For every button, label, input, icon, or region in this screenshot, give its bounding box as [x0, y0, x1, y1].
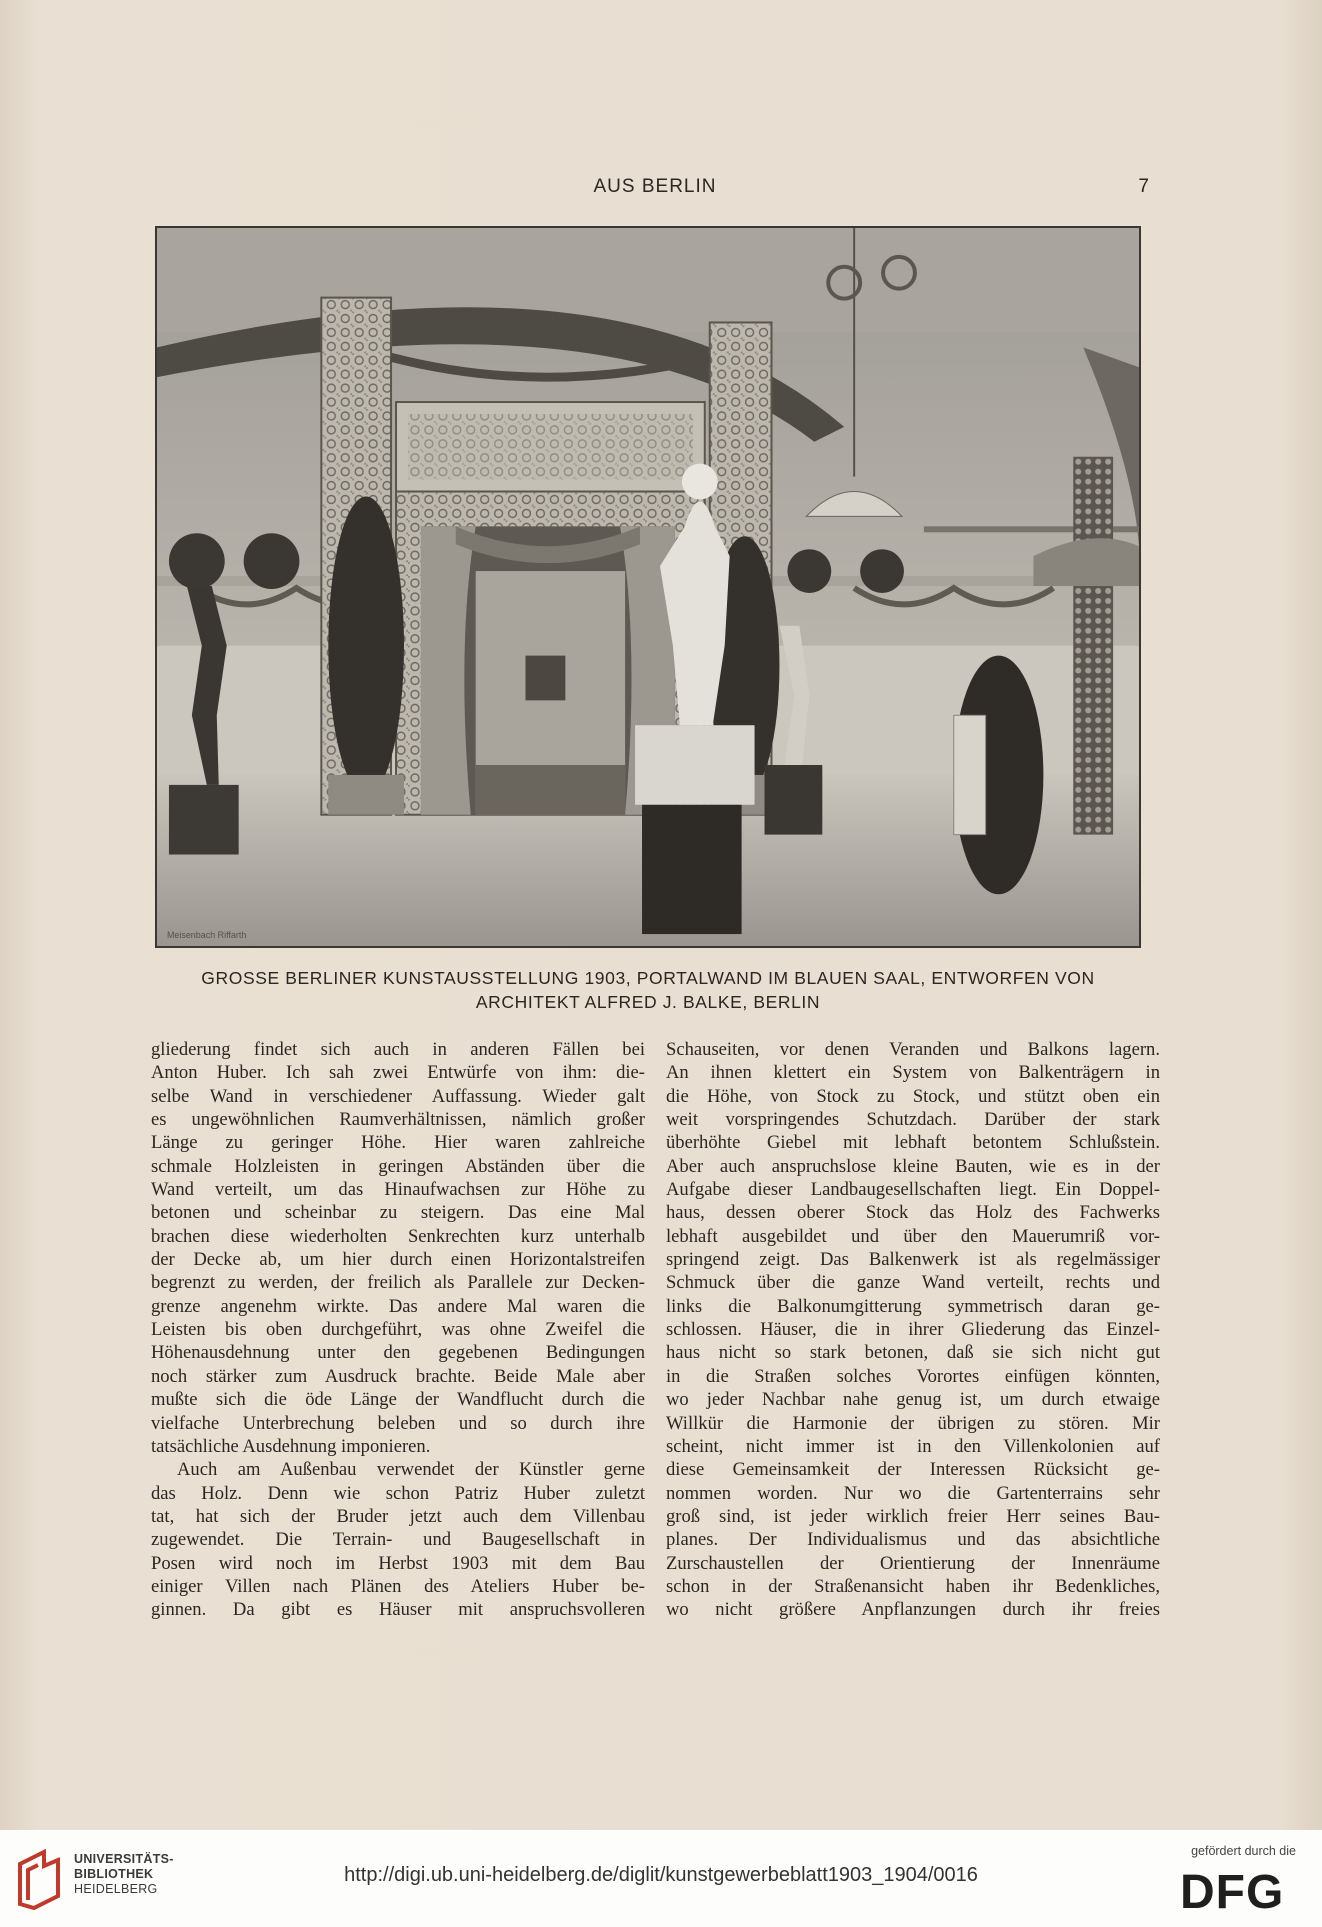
text-line: weit vorspringendes Schutzdach. Darüber der stark [666, 1109, 1160, 1131]
globe-planter-1 [169, 533, 225, 589]
text-line: es ungewöhnlichen Raumverhältnissen, nämlich großer [151, 1109, 645, 1131]
text-line: haus nicht so stark betonen, daß sie sich nicht gut [666, 1342, 1160, 1364]
text-line: brachen diese wiederholten Senkrechten kurz unterhalb [151, 1225, 645, 1247]
text-column-right [666, 1038, 1160, 1622]
text-line: Länge zu geringer Höhe. Hier waren zahlreiche [151, 1132, 645, 1154]
text-line: wo nicht größere Anpflanzungen durch ihr freies [666, 1599, 1160, 1621]
text-line: planes. Der Individualismus und das absichtliche [666, 1529, 1160, 1551]
text-line: in die Straßen solches Vorortes einfügen könnten, [666, 1365, 1160, 1387]
dfg-logo-icon[interactable] [1180, 1864, 1298, 1914]
text-line: Schmuck über die ganze Wand verteilt, rechts und [666, 1272, 1160, 1294]
text-line: ginnen. Da gibt es Häuser mit anspruchsvolleren [151, 1599, 645, 1621]
text-line: An ihnen klettert ein System von Balkenträgern in [666, 1062, 1160, 1084]
running-head: AUS BERLIN [593, 176, 717, 197]
text-line: Schauseiten, vor denen Veranden und Balkons lagern. [666, 1039, 1160, 1060]
text-line: einiger Villen nach Plänen des Ateliers Huber be- [151, 1575, 645, 1597]
topiary-left [328, 497, 404, 795]
text-line: Wand verteilt, um das Hinaufwachsen zur Höhe zu [151, 1179, 645, 1201]
globe-planter-3 [787, 549, 831, 593]
text-line: haus, dessen oberer Stock das Holz des Fachwerks [666, 1202, 1160, 1224]
text-line: vielfache Unterbrechung beleben und so durch ihre [151, 1412, 645, 1434]
permalink-url[interactable]: http://digi.ub.uni-heidelberg.de/diglit/kunstgewerbeblatt1903_1904/0016 [344, 1864, 978, 1886]
text-line: schlossen. Häuser, die in ihrer Gliederung das Einzel- [666, 1319, 1160, 1341]
text-column-left [151, 1038, 645, 1622]
text-line: das Holz. Denn wie schon Patriz Huber zuletzt [151, 1482, 645, 1504]
globe-planter-4 [860, 549, 904, 593]
text-line: Posen wird noch im Herbst 1903 mit dem Bau [151, 1552, 645, 1574]
text-line: Zurschaustellen der Orientierung der Innenräume [666, 1552, 1160, 1574]
ceiling-frieze [157, 228, 1139, 332]
text-line: Willkür die Harmonie der übrigen zu stören. Mir [666, 1412, 1160, 1434]
text-line: überhöhte Giebel mit lebhaft betontem Schlußstein. [666, 1132, 1160, 1154]
digitization-footer [0, 1830, 1322, 1927]
text-line: tat, hat sich der Bruder jetzt auch dem Villenbau [151, 1505, 645, 1527]
text-line: wo jeder Nachbar nahe genug ist, um durch etwaige [666, 1389, 1160, 1411]
text-line: begrenzt zu werden, der freilich als Parallele zur Decken- [151, 1272, 645, 1294]
stele [954, 715, 986, 834]
caption-line-1: GROSSE BERLINER KUNSTAUSSTELLUNG 1903, PORTALWAND IM BLAUEN SAAL, ENTWORFEN VON [201, 968, 1095, 988]
text-line: noch stärker zum Ausdruck brachte. Beide Male aber [151, 1365, 645, 1387]
text-line: mußte sich die öde Länge der Wandflucht durch die [151, 1389, 645, 1411]
text-line: Höhenausdehnung unter den gegebenen Bedingungen [151, 1342, 645, 1364]
framed-painting [525, 656, 565, 701]
text-line: schmale Holzleisten in geringen Abständen über die [151, 1155, 645, 1177]
text-line: lebhaft ausgebildet und über den Mauerumriß vor- [666, 1225, 1160, 1247]
library-name: UNIVERSITÄTS- BIBLIOTHEK HEIDELBERG [74, 1852, 174, 1896]
statue-plinth [642, 805, 742, 934]
text-line: tatsächliche Ausdehnung imponieren. [151, 1435, 431, 1457]
portal-wall-illustration [157, 228, 1139, 946]
page-header [160, 176, 1150, 200]
svg-text:DFG: DFG [1180, 1866, 1285, 1914]
text-line: Anton Huber. Ich sah zwei Entwürfe von ihm: die- [151, 1062, 645, 1084]
photo-credit: Meisenbach Riffarth [166, 930, 247, 941]
text-line: Leisten bis oben durchgeführt, was ohne Zweifel die [151, 1319, 645, 1341]
text-line: scheint, nicht immer ist in den Villenkolonien auf [666, 1435, 1160, 1457]
text-line: gliederung findet sich auch in anderen Fällen bei [151, 1039, 645, 1060]
text-line: diese Gemeinsamkeit der Interessen Rücksicht ge- [666, 1459, 1160, 1481]
text-line: selbe Wand in verschiedener Auffassung. Wieder galt [151, 1085, 645, 1107]
funding-note: gefördert durch die [1191, 1844, 1296, 1858]
text-line: der Decke ab, um hier durch einen Horizontalstreifen [151, 1249, 645, 1271]
text-line: betonen und scheinbar zu steigern. Das eine Mal [151, 1202, 645, 1224]
page-number: 7 [1138, 176, 1150, 197]
text-line: nommen worden. Nur wo die Gartenterrains sehr [666, 1482, 1160, 1504]
photo-caption [150, 966, 1146, 1014]
caption-line-2: ARCHITEKT ALFRED J. BALKE, BERLIN [475, 992, 821, 1012]
exhibition-photograph [155, 226, 1141, 948]
text-line: Aber auch anspruchslose kleine Bauten, wie es in der [666, 1155, 1160, 1177]
text-line: grenze angenehm wirkte. Das andere Mal waren die [151, 1295, 645, 1317]
globe-planter-2 [244, 533, 300, 589]
text-line: die Höhe, von Stock zu Stock, und stützt oben ein [666, 1085, 1160, 1107]
text-line: Auch am Außenbau verwendet der Künstler gerne [177, 1459, 645, 1481]
text-line: springend zeigt. Das Balkenwerk ist als regelmässiger [666, 1249, 1160, 1271]
text-line: zugewendet. Die Terrain- und Baugesellschaft in [151, 1529, 645, 1551]
text-line: groß sind, ist jeder wirklich freier Herr seines Bau- [666, 1505, 1160, 1527]
tiled-column [1073, 457, 1113, 835]
text-line: schon in der Straßenansicht haben ihr Bedenkliches, [666, 1575, 1160, 1597]
text-line: links die Balkonumgitterung symmetrisch daran ge- [666, 1295, 1160, 1317]
text-line: Aufgabe dieser Landbaugesellschaften liegt. Ein Doppel- [666, 1179, 1160, 1201]
